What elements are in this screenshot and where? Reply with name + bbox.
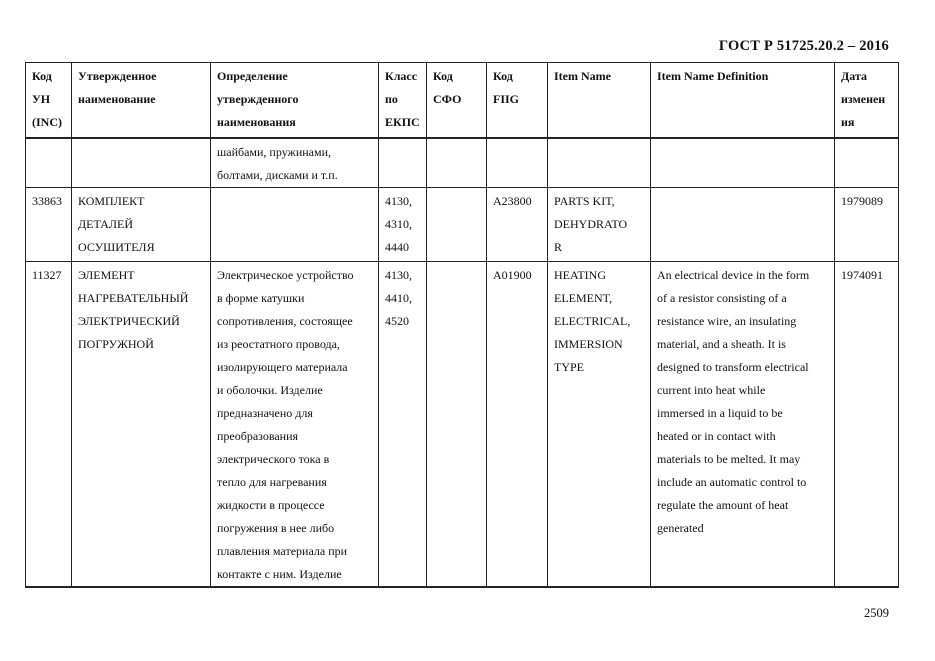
cell-text-line: PARTS KIT, xyxy=(554,193,615,208)
cell-text-line: ЭЛЕКТРИЧЕСКИЙ xyxy=(78,313,180,328)
date-cell xyxy=(835,138,899,188)
cell-text-line: regulate the amount of heat xyxy=(657,497,789,512)
sfo-cell xyxy=(427,138,487,188)
cell-text-line: и оболочки. Изделие xyxy=(217,382,323,397)
sfo-cell xyxy=(427,187,487,261)
sfo-header xyxy=(427,63,487,138)
item-definition-cell xyxy=(651,138,835,188)
cell-text-line: ЭЛЕМЕНТ xyxy=(78,267,135,282)
table-body xyxy=(26,138,899,587)
definition-header xyxy=(211,63,379,138)
cell-text-line: resistance wire, an insulating xyxy=(657,313,797,328)
page-number: 2509 xyxy=(864,606,889,620)
item-definition-cell xyxy=(651,187,835,261)
header-text-line: Код xyxy=(32,69,52,83)
cell-text-line: 4130, xyxy=(385,193,412,208)
cell-text-line: DEHYDRATO xyxy=(554,216,628,231)
cell-text-line: generated xyxy=(657,520,704,535)
cell-text-line: ELEMENT, xyxy=(554,290,613,305)
header-text-line: УН xyxy=(32,92,51,106)
cell-text-line: 4310, xyxy=(385,216,412,231)
header-text-line: (INC) xyxy=(32,115,62,129)
cell-text-line: погружения в нее либо xyxy=(217,520,335,535)
document-title: ГОСТ Р 51725.20.2 – 2016 xyxy=(718,38,889,54)
cell-text-line: HEATING xyxy=(554,267,606,282)
header-text-line: Item Name Definition xyxy=(657,69,769,83)
cell-text-line: НАГРЕВАТЕЛЬНЫЙ xyxy=(78,290,189,305)
cell-text-line: current into heat while xyxy=(657,382,766,397)
name-header xyxy=(72,63,211,138)
header-text-line: Item Name xyxy=(554,69,611,83)
cell-text-line: A01900 xyxy=(493,267,532,282)
cell-text-line: изолирующего материала xyxy=(217,359,348,374)
cell-text-line: предназначено для xyxy=(217,405,313,420)
cell-text-line: контакте с ним. Изделие xyxy=(217,566,342,581)
cell-text-line: ОСУШИТЕЛЯ xyxy=(78,239,155,254)
name-cell xyxy=(72,187,211,261)
cell-text-line: болтами, дисками и т.п. xyxy=(217,167,338,182)
header-text-line: по xyxy=(385,92,398,106)
header-text-line: Код xyxy=(493,69,513,83)
cell-text-line: A23800 xyxy=(493,193,532,208)
definition-cell xyxy=(211,261,379,587)
inc-cell xyxy=(26,187,72,261)
fiig-cell xyxy=(487,138,548,188)
cell-text-line: IMMERSION xyxy=(554,336,623,351)
table-header-row xyxy=(26,63,899,138)
header-text-line: Дата xyxy=(841,69,867,83)
item-name-cell xyxy=(548,138,651,188)
cell-text-line: жидкости в процессе xyxy=(217,497,325,512)
cell-text-line: 1979089 xyxy=(841,193,883,208)
header-text-line: наименование xyxy=(78,92,156,106)
cell-text-line: 4440 xyxy=(385,239,409,254)
sfo-cell xyxy=(427,261,487,587)
cell-text-line: An electrical device in the form xyxy=(657,267,810,282)
cell-text-line: ELECTRICAL, xyxy=(554,313,631,328)
cell-text-line: плавления материала при xyxy=(217,543,348,558)
cell-text-line: 33863 xyxy=(32,193,62,208)
name-cell xyxy=(72,261,211,587)
header-text-line: Определение xyxy=(217,69,288,83)
date-cell xyxy=(835,187,899,261)
definition-cell xyxy=(211,187,379,261)
item-definition-cell xyxy=(651,261,835,587)
date-header xyxy=(835,63,899,138)
cell-text-line: в форме катушки xyxy=(217,290,305,305)
cell-text-line: тепло для нагревания xyxy=(217,474,327,489)
cell-text-line: material, and a sheath. It is xyxy=(657,336,786,351)
cell-text-line: шайбами, пружинами, xyxy=(217,144,332,159)
cell-text-line: КОМПЛЕКТ xyxy=(78,193,145,208)
header-text-line: Код xyxy=(433,69,453,83)
cell-text-line: designed to transform electrical xyxy=(657,359,809,374)
cell-text-line: Электрическое устройство xyxy=(217,267,354,282)
definition-cell xyxy=(211,138,379,188)
header-text-line: изменен xyxy=(841,92,886,106)
cell-text-line: преобразования xyxy=(217,428,299,443)
fiig-cell xyxy=(487,261,548,587)
header-text-line: ЕКПС xyxy=(385,115,420,129)
item-definition-header xyxy=(651,63,835,138)
fiig-cell xyxy=(487,187,548,261)
header-text-line: наименования xyxy=(217,115,296,129)
cell-text-line: include an automatic control to xyxy=(657,474,807,489)
item-name-cell xyxy=(548,261,651,587)
class-cell xyxy=(379,187,427,261)
cell-text-line: сопротивления, состоящее xyxy=(217,313,353,328)
inc-cell xyxy=(26,261,72,587)
item-name-header xyxy=(548,63,651,138)
inc-cell xyxy=(26,138,72,188)
cell-text-line: TYPE xyxy=(554,359,584,374)
table-row xyxy=(26,138,899,188)
header-text-line: Класс xyxy=(385,69,418,83)
cell-text-line: of a resistor consisting of a xyxy=(657,290,787,305)
cell-text-line: heated or in contact with xyxy=(657,428,776,443)
cell-text-line: 11327 xyxy=(32,267,62,282)
nomenclature-table xyxy=(25,62,899,588)
header-text-line: Утвержденное xyxy=(78,69,157,83)
name-cell xyxy=(72,138,211,188)
cell-text-line: 4410, xyxy=(385,290,412,305)
cell-text-line: ПОГРУЖНОЙ xyxy=(78,336,154,351)
inc-header xyxy=(26,63,72,138)
item-name-cell xyxy=(548,187,651,261)
table-row xyxy=(26,261,899,587)
header-text-line: ия xyxy=(841,115,855,129)
cell-text-line: электрического тока в xyxy=(217,451,330,466)
cell-text-line: materials to be melted. It may xyxy=(657,451,801,466)
header-text-line: утвержденного xyxy=(217,92,299,106)
header-text-line: СФО xyxy=(433,92,462,106)
cell-text-line: 4520 xyxy=(385,313,409,328)
class-cell xyxy=(379,138,427,188)
header-text-line: FIIG xyxy=(493,92,520,106)
table-row xyxy=(26,187,899,261)
fiig-header xyxy=(487,63,548,138)
cell-text-line: R xyxy=(554,239,563,254)
cell-text-line: 4130, xyxy=(385,267,412,282)
cell-text-line: immersed in a liquid to be xyxy=(657,405,783,420)
class-header xyxy=(379,63,427,138)
date-cell xyxy=(835,261,899,587)
cell-text-line: из реостатного провода, xyxy=(217,336,340,351)
cell-text-line: ДЕТАЛЕЙ xyxy=(78,216,134,231)
class-cell xyxy=(379,261,427,587)
cell-text-line: 1974091 xyxy=(841,267,883,282)
